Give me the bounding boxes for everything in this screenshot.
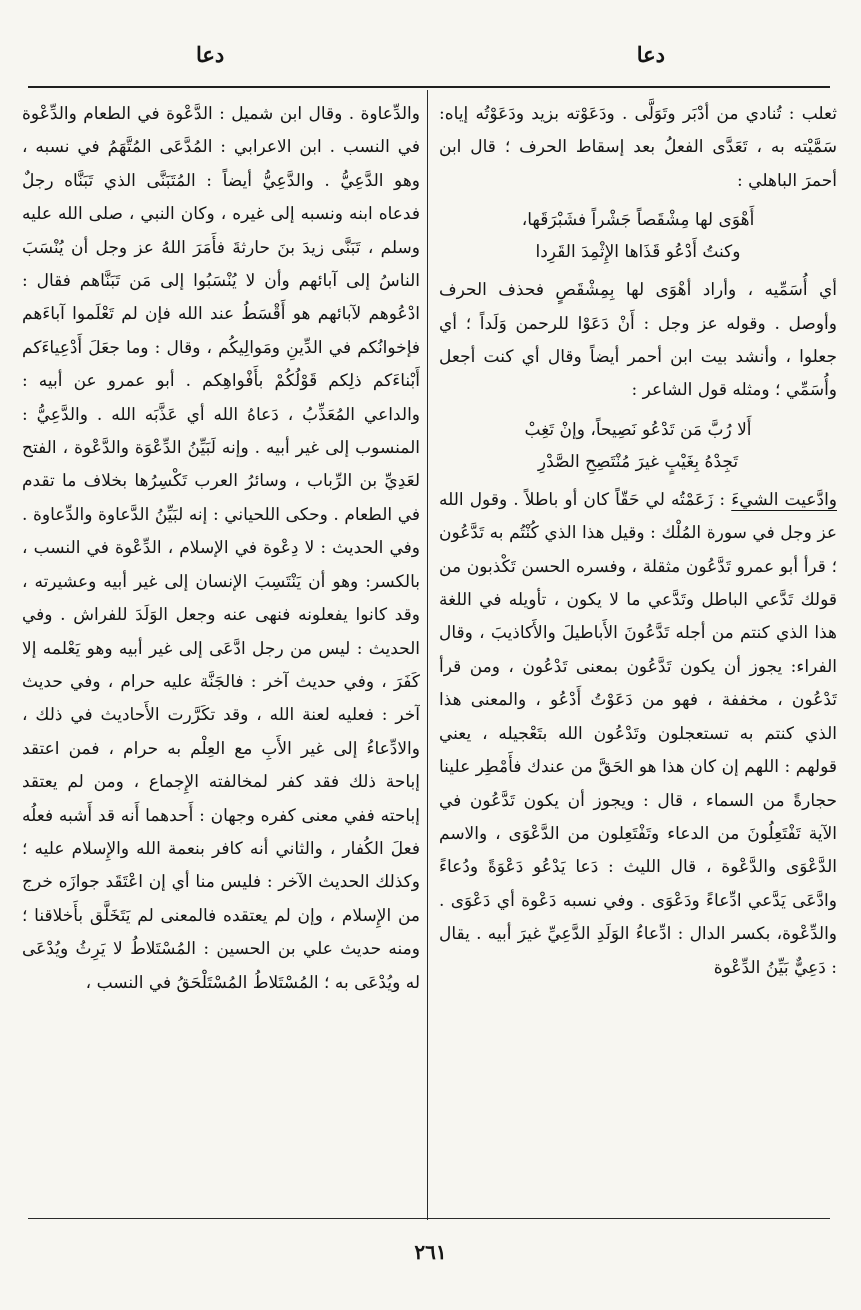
page-number: ٢٦١ bbox=[414, 1240, 447, 1264]
left-paragraph-1: والدِّعاوة . وقال ابن شميل : الدَّعْوة في الطعام والدِّعْوة في النسب . ابن الاعرابي : المُدَّعَى المُتَّهَمُ في نسبه ، وهو الدَّعِيُّ . والدَّعِيُّ أيضاً : المُتَبَنَّى الذي تَبَنَّاه رجلٌ فدعاه ابنه ونسبه إلى غيره ، وكان النبي ، صلى الله عليه وسلم ، تَبَنَّى زيدَ بنَ حارثةَ فأَمَرَ اللهُ عز وجل أن يُنْسَبَ الناسُ إلى آبائهم وأن لا يُنْسَبُوا إلى مَن تَبَنَّاهم فقال : ادْعُوهم لآبائهم هو أَقْسَطُ عند الله فإن لم تَعْلَموا آباءَهم فإخوانُكم في الدِّينِ ومَوالِيكُم ، وقال : وما جعَلَ أَدْعِياءَكم أَبْناءَكم ذلِكم قَوْلُكُمْ بأَفْواهِكم . أبو عمرو عن أبيه : والداعي المُعَذِّبُ ، دَعاهُ الله أي عَذَّبَه الله . والدَّعِيُّ : المنسوب إلى غير أبيه . وإنه لَبَيِّنُ الدِّعْوَة والدَّعْوة ، الفتح لعَدِيِّ بن الرِّباب ، وسائرُ العرب تَكْسِرُها بخلاف ما تقدم في الطعام . وحكى اللحياني : إنه لبَيِّنُ الدَّعاوة والدِّعاوة . وفي الحديث : لا دِعْوة في الإسلام ، الدِّعْوة في النسب ، بالكسر: وهو أن يَنْتَسِبَ الإنسان إلى غير أبيه وعشيرته ، وقد كانوا يفعلونه فنهى عنه وجعل الوَلَدَ للفراش . وفي الحديث : ليس من رجل ادَّعَى إلى غير أبيه وهو يَعْلمه إلا كَفَرَ ، وفي حديث آخر : فالجَنَّة عليه حرام ، وفي حديث آخر : فعليه لعنة الله ، وقد تكَرَّرت الأَحاديث في ذلك ، والادِّعاءُ إلى غير الأَبِ مع العِلْم به حرام ، فمن اعتقد إباحة ذلك فقد كفر لمخالفته الإِجماع ، ومن لم يعتقد إباحته ففي معنى كفره وجهان : أَحدهما أَنه قد أَشبه فعلُه فعلَ الكُفار ، والثاني أنه كافر بنعمة الله والإِسلام عليه ؛ وكذلك الحديث الآخر : فليس منا أي إن اعْتَقَد جوازَه خرج من الإِسلام ، وإن لم يعتقده فالمعنى لم يَتَخَلَّق بأَخلاقنا ؛ ومنه حديث علي بن الحسين : المُسْتَلاطُ لا يَرِثُ ويُدْعَى له ويُدْعَى به ؛ المُسْتَلاطُ المُسْتَلْحَقُ في النسب ، bbox=[22, 104, 420, 993]
verse-1-line-2: وكنتُ أَدْعُو قَذَاها الإِثْمِدَ القَرِدا bbox=[535, 242, 741, 263]
verse-2-line-2: تَجِدْهُ بِغَيْبٍ غيرَ مُنْتَصِحِ الصَّدْرِ bbox=[537, 451, 739, 472]
right-paragraph-3-text: : زَعَمْتُه لي حَقّاً كان أو باطلاً . وقول الله عز وجل في سورة المُلْك : وقيل هذا الذي كُنْتُم به تَدَّعُون ؛ قرأ أبو عمرو تَدَّعُون مثقلة ، وفسره الحسن تَكْذبون من قولك تَدَّعي الباطل وتَدَّعي ما لا يكون ، تأويله في اللغة هذا الذي كنتم من أجله تَدَّعُونَ الأَباطيلَ والأَكاذيبَ ، وقال الفراء: يجوز أن يكون تَدَّعُون بمعنى تَدْعُون ، ومن قرأ تَدْعُون ، مخففة ، فهو من دَعَوْتُ أَدْعُو ، والمعنى هذا الذي كنتم به تستعجلون وتَدْعُون الله بتَعْجيله ، يعني قولهم : اللهم إن كان هذا هو الحَقَّ من عندك فأَمْطِر علينا حجارةً من السماء ، قال : ويجوز أن يكون تَدَّعُون في الآية تَفْتَعِلُونَ من الدعاء وتَفْتَعِلون من الدَّعْوَى ، والاسم الدَّعْوَى والدَّعْوة ، قال الليث : دَعا يَدْعُو دَعْوَةً ودُعاءً وادَّعَى يَدَّعي ادِّعاءً ودَعْوَى . وفي نسبه دَعْوة أي دَعْوَى . والدِّعْوة، بكسر الدال : ادِّعاءُ الوَلَدِ الدَّعِيِّ غيرَ أبيه . يقال : دَعِيٌّ بَيِّنُ الدِّعْوة bbox=[439, 489, 837, 978]
entry-headword: وادَّعيت الشيءَ bbox=[731, 489, 837, 510]
column-divider bbox=[427, 90, 428, 1220]
right-column bbox=[439, 98, 837, 1210]
left-column bbox=[22, 98, 420, 1210]
right-paragraph-2: أي أُسَمِّيه ، وأراد أهْوَى لها بِمِشْقَصٍ فحذف الحرف وأوصل . وقوله عز وجل : أَنْ دَعَوْا للرحمن وَلَداً ؛ أي جعلوا ، وأنشد بيت ابن أحمر أيضاً وقال أي كنت أجعل وأُسَمِّي ؛ ومثله قول الشاعر : bbox=[439, 280, 837, 401]
verse-2 bbox=[439, 414, 837, 478]
verse-2-line-1: أَلا رُبَّ مَن تَدْعُو نَصِيحاً، وإنْ تَغِبْ bbox=[524, 419, 752, 440]
right-paragraph-1: ثعلب : تُنادي من أدْبَر وتَوَلَّى . ودَعَوْته بزيد ودَعَوْتُه إياه: سَمَّيْته به ، تَعَدَّى الفعلُ بعد إسقاط الحرف ؛ قال ابن أحمرَ الباهلي : bbox=[439, 104, 837, 191]
header-rule bbox=[28, 86, 830, 88]
right-paragraph-3 bbox=[439, 484, 837, 985]
running-head-left: دعا bbox=[196, 42, 225, 67]
verse-1-line-1: أَهْوَى لها مِشْقَصاً جَشْراً فشَبْرَقَها، bbox=[521, 210, 755, 231]
footer-rule bbox=[28, 1218, 830, 1219]
running-head-right: دعا bbox=[636, 42, 665, 67]
verse-1 bbox=[439, 204, 837, 268]
